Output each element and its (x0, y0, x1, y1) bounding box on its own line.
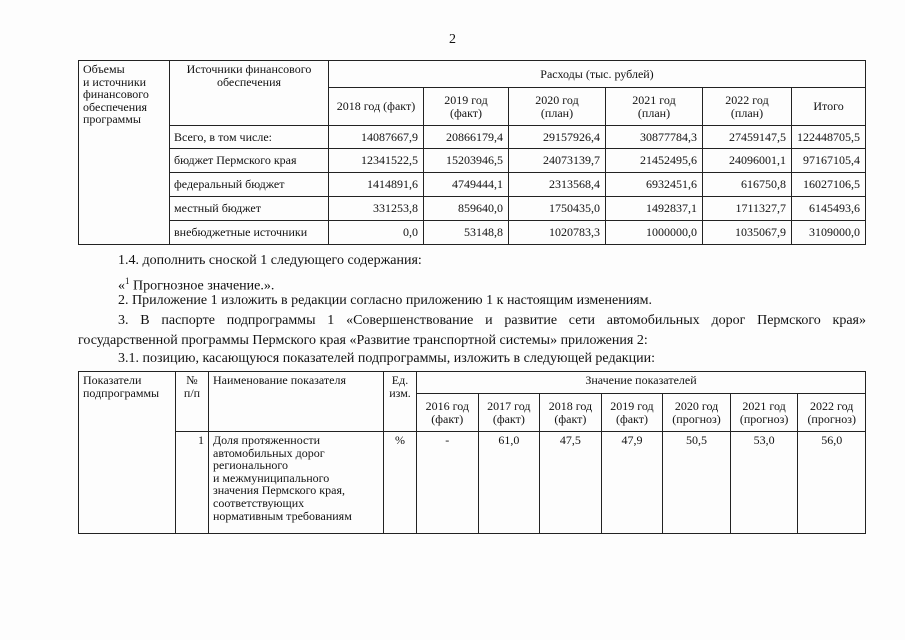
indicator-name: Доля протяженности автомобильных дорог регионального и межмуниципального значения Пермского края, соответствующих нормативным требованиям (209, 432, 384, 534)
table-row (79, 221, 866, 245)
col-header: 2016 год (факт) (417, 394, 479, 432)
value-cell: 24073139,7 (509, 149, 606, 173)
value-cell: 16027106,5 (792, 173, 866, 197)
table-row (79, 197, 866, 221)
value-cell: 4749444,1 (424, 173, 509, 197)
value-cell: 6145493,6 (792, 197, 866, 221)
expenses-header: Расходы (тыс. рублей) (329, 61, 866, 88)
value-cell: 53,0 (730, 432, 798, 534)
col-header: 2018 год (факт) (540, 394, 602, 432)
page-number: 2 (449, 32, 456, 47)
footnote-text: Прогнозное значение.». (129, 278, 275, 294)
footnote-mark: 1 (125, 276, 130, 286)
col-header: Итого (792, 88, 866, 126)
indicators-table (78, 371, 866, 534)
footnote-open-quote: « (118, 278, 125, 294)
paragraph-3: 3. В паспорте подпрограммы 1 «Совершенствование и развитие сети автомобильных дорог Пермского края» государственной программы Пермского края «Развитие транспортной системы» приложения 2: (78, 313, 866, 348)
value-cell: 0,0 (329, 221, 424, 245)
table-row (79, 126, 866, 149)
value-cell: 616750,8 (703, 173, 792, 197)
value-cell: 3109000,0 (792, 221, 866, 245)
source-cell: Всего, в том числе: (170, 126, 329, 149)
col-header: 2020 год (план) (509, 88, 606, 126)
value-cell: 1492837,1 (606, 197, 703, 221)
source-cell: местный бюджет (170, 197, 329, 221)
value-cell: 30877784,3 (606, 126, 703, 149)
value-cell: 1035067,9 (703, 221, 792, 245)
row-number: 1 (176, 432, 209, 534)
value-cell: 331253,8 (329, 197, 424, 221)
value-cell: 47,5 (540, 432, 602, 534)
col-header: 2018 год (факт) (329, 88, 424, 126)
value-cell: 15203946,5 (424, 149, 509, 173)
source-cell: бюджет Пермского края (170, 149, 329, 173)
value-cell: 1414891,6 (329, 173, 424, 197)
value-cell: 47,9 (601, 432, 663, 534)
col-header: 2019 год (факт) (424, 88, 509, 126)
value-cell: 97167105,4 (792, 149, 866, 173)
value-cell: 1711327,7 (703, 197, 792, 221)
col-header: 2022 год (план) (703, 88, 792, 126)
num-header: № п/п (176, 372, 209, 432)
value-cell: 2313568,4 (509, 173, 606, 197)
value-cell: 6932451,6 (606, 173, 703, 197)
col-header: 2022 год (прогноз) (798, 394, 866, 432)
paragraph-1-4: 1.4. дополнить сноской 1 следующего содержания: (118, 253, 422, 268)
indicator-unit: % (384, 432, 417, 534)
table-row (79, 173, 866, 197)
value-cell: 53148,8 (424, 221, 509, 245)
values-header: Значение показателей (417, 372, 866, 394)
source-cell: федеральный бюджет (170, 173, 329, 197)
value-cell: - (417, 432, 479, 534)
paragraph-2: 2. Приложение 1 изложить в редакции согласно приложению 1 к настоящим изменениям. (118, 293, 652, 308)
value-cell: 56,0 (798, 432, 866, 534)
value-cell: 14087667,9 (329, 126, 424, 149)
col-header: 2021 год (прогноз) (730, 394, 798, 432)
value-cell: 12341522,5 (329, 149, 424, 173)
financing-table (78, 60, 866, 245)
col-header: 2017 год (факт) (478, 394, 540, 432)
financing-label: Объемы и источники финансового обеспечения программы (79, 61, 170, 245)
value-cell: 24096001,1 (703, 149, 792, 173)
col-header: 2020 год (прогноз) (663, 394, 731, 432)
unit-header: Ед. изм. (384, 372, 417, 432)
name-header: Наименование показателя (209, 372, 384, 432)
table-row (79, 432, 866, 534)
source-cell: внебюджетные источники (170, 221, 329, 245)
value-cell: 29157926,4 (509, 126, 606, 149)
sources-header: Источники финансового обеспечения (170, 61, 329, 126)
value-cell: 1000000,0 (606, 221, 703, 245)
value-cell: 27459147,5 (703, 126, 792, 149)
value-cell: 1020783,3 (509, 221, 606, 245)
value-cell: 859640,0 (424, 197, 509, 221)
value-cell: 50,5 (663, 432, 731, 534)
value-cell: 61,0 (478, 432, 540, 534)
value-cell: 21452495,6 (606, 149, 703, 173)
col-header: 2019 год (факт) (601, 394, 663, 432)
value-cell: 122448705,5 (792, 126, 866, 149)
value-cell: 1750435,0 (509, 197, 606, 221)
paragraph-3-1: 3.1. позицию, касающуюся показателей подпрограммы, изложить в следующей редакции: (118, 351, 655, 366)
indicators-label: Показатели подпрограммы (79, 372, 176, 534)
value-cell: 20866179,4 (424, 126, 509, 149)
table-row (79, 149, 866, 173)
col-header: 2021 год (план) (606, 88, 703, 126)
